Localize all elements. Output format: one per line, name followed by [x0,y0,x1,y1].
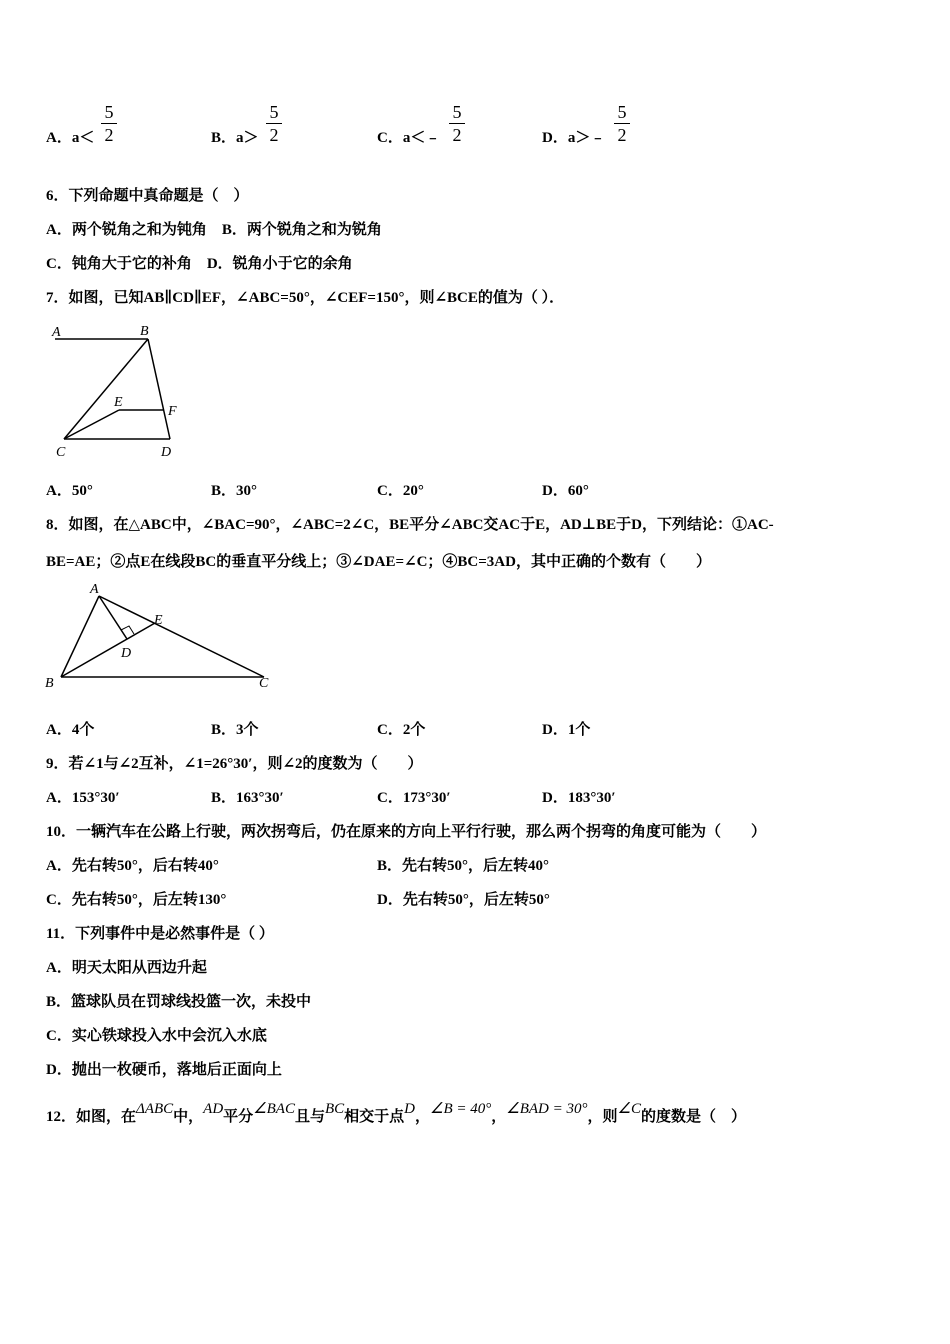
q12-text-1: 12．如图，在 [46,1109,137,1125]
q12-math-ad: AD [203,1101,224,1117]
q7-option-c: C．20° [377,483,424,499]
q8-label-a: A [90,582,99,597]
q5-option-a-fraction: 5 2 [101,102,117,145]
q8-option-d: D．1个 [542,722,591,738]
q10-stem: 10．一辆汽车在公路上行驶，两次拐弯后，仍在原来的方向上平行行驶，那么两个拐弯的角度可能为（ ） [46,824,767,840]
q8-label-d: D [121,646,132,661]
q5-option-c-fraction: 5 2 [449,102,465,145]
q7-label-f: F [168,404,177,419]
q7-line-bd [148,339,170,439]
q9-option-b: B．163°30′ [211,790,284,806]
q12-math-triangle-abc: ΔABC [136,1101,174,1117]
q8-option-c: C．2个 [377,722,426,738]
q9-option-a: A．153°30′ [46,790,120,806]
q11-option-d: D．抛出一枚硬币，落地后正面向上 [46,1062,282,1078]
q10-option-c: C．先右转50°，后左转130° [46,892,227,908]
q12-math-d: D [404,1101,416,1117]
q7-line-bc [64,339,148,439]
q8-label-e: E [154,613,163,628]
q8-option-b: B．3个 [211,722,259,738]
q7-label-d: D [161,445,172,460]
q12-math-bc: BC [324,1101,345,1117]
q8-line-be [61,623,155,677]
q7-label-c: C [56,445,66,460]
q8-label-b: B [45,676,54,691]
q5-option-a: A．a＜ [46,130,95,146]
q7-label-e: E [114,395,123,410]
q12-text-7: ， [491,1109,507,1125]
q6-options-row2: C．钝角大于它的补角 D．锐角小于它的余角 [46,256,353,272]
q12-text-5: 相交于点 [344,1109,405,1125]
q8-line-ab [61,596,99,677]
q12-text-3: 平分 [223,1109,254,1125]
q5-option-d-fraction: 5 2 [614,102,630,145]
q7-figure [46,318,196,463]
q12-math-angle-c: ∠C [617,1101,641,1117]
q5-option-d: D．a＞﹣ [542,130,606,146]
q7-option-d: D．60° [542,483,589,499]
q9-stem: 9．若∠1与∠2互补，∠1=26°30′，则∠2的度数为（ ） [46,756,423,772]
q7-label-b: B [140,324,149,339]
q12-text-8: ，则 [587,1109,618,1125]
q8-option-a: A．4个 [46,722,95,738]
q12-text-4: 且与 [294,1109,325,1125]
q11-option-b: B．篮球队员在罚球线投篮一次，未投中 [46,994,312,1010]
q6-options-row1: A．两个锐角之和为钝角 B．两个锐角之和为锐角 [46,222,382,238]
q7-stem: 7．如图，已知AB∥CD∥EF，∠ABC=50°，∠CEF=150°，则∠BCE的值为（ ）． [46,290,565,306]
q9-option-c: C．173°30′ [377,790,451,806]
q10-option-d: D．先右转50°，后左转50° [377,892,550,908]
q8-stem-line2: BE=AE；②点E在线段BC的垂直平分线上；③∠DAE=∠C；④BC=3AD，其中正确的个数有（ ） [46,554,711,570]
q11-stem: 11．下列事件中是必然事件是（ ） [46,926,274,942]
q12-math-angle-bac: ∠BAC [253,1101,295,1117]
q12-math-angle-b: ∠B = 40° [430,1101,492,1117]
q8-label-c: C [259,676,269,691]
q11-option-c: C．实心铁球投入水中会沉入水底 [46,1028,267,1044]
q7-line-ce [64,410,119,439]
q12-text-6: ， [415,1109,431,1125]
q12-text-2: 中， [173,1109,204,1125]
q10-option-a: A．先右转50°，后右转40° [46,858,219,874]
q7-label-a: A [52,325,61,340]
q8-stem-line1: 8．如图，在△ABC中，∠BAC=90°，∠ABC=2∠C，BE平分∠ABC交AC于E，AD⊥BE于D，下列结论：①AC- [46,517,774,533]
q8-line-ac [99,596,264,677]
q5-option-b-fraction: 5 2 [266,102,282,145]
q9-option-d: D．183°30′ [542,790,616,806]
q7-option-a: A．50° [46,483,93,499]
q6-stem: 6．下列命题中真命题是（ ） [46,188,249,204]
q11-option-a: A．明天太阳从西边升起 [46,960,207,976]
q12-text-9: 的度数是（ ） [640,1109,746,1125]
q5-option-b: B．a＞ [211,130,259,146]
q12-stem [46,1101,746,1127]
q8-figure [40,580,280,695]
q7-option-b: B．30° [211,483,258,499]
q10-option-b: B．先右转50°，后左转40° [377,858,550,874]
q5-option-c: C．a＜﹣ [377,130,441,146]
q12-math-angle-bad: ∠BAD = 30° [506,1101,588,1117]
